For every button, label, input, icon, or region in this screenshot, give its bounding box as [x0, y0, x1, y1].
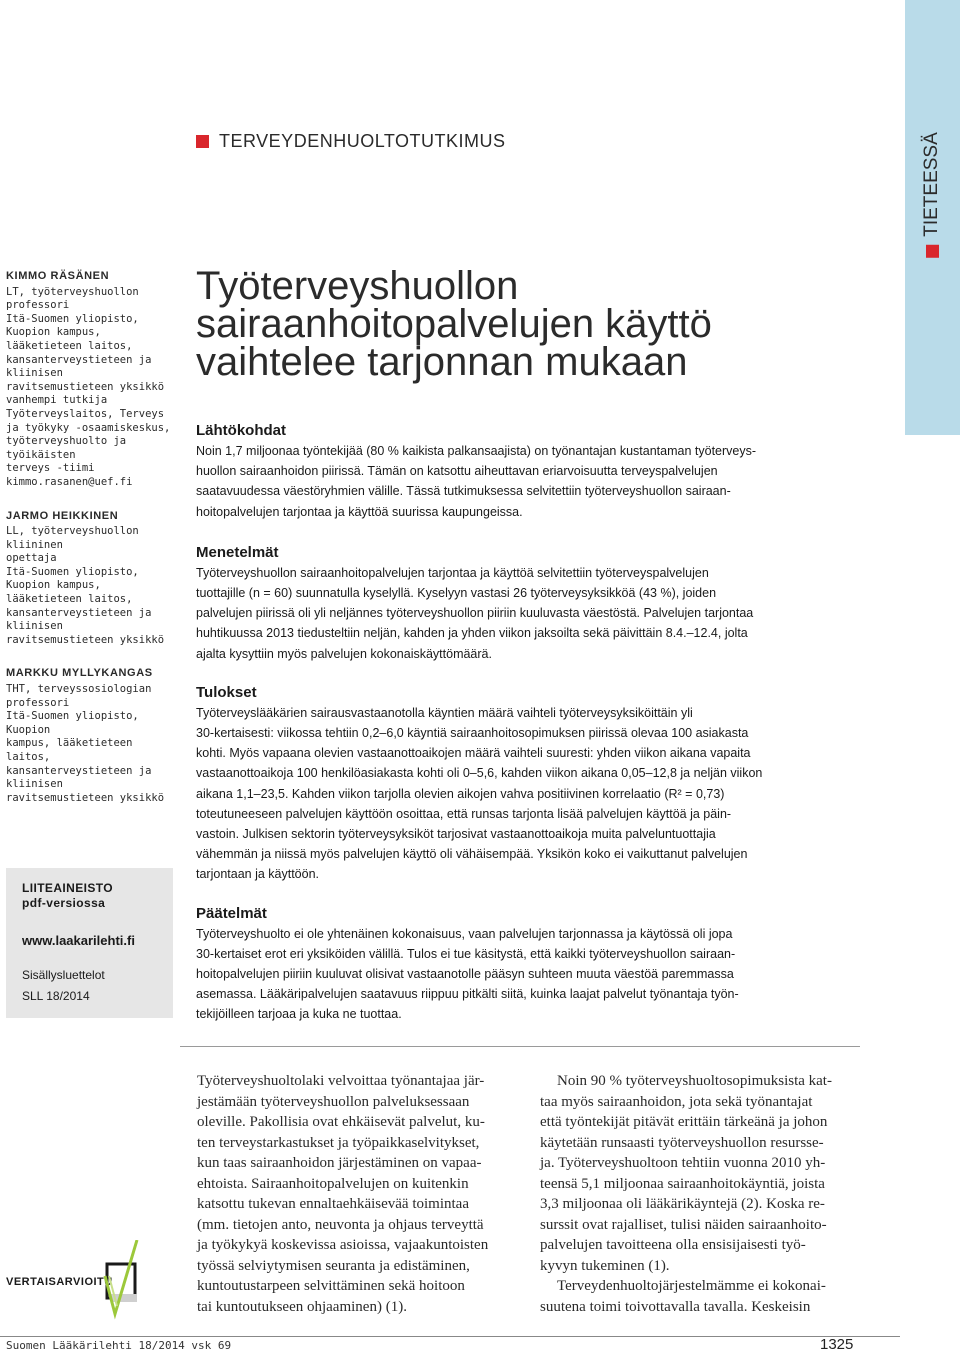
divider — [180, 1046, 860, 1047]
author-affiliation-line: ravitsemustieteen yksikkö — [6, 380, 165, 393]
author-affiliation-line: Kuopion kampus, — [6, 579, 101, 592]
supplementary-info-box — [6, 868, 173, 1018]
abstract-section-conclusions — [196, 905, 856, 1025]
side-tab-marker-icon — [926, 245, 939, 258]
abstract-line: Työterveyshuollon sairaanhoitopalvelujen tarjontaa ja käyttöä selvitettiin työterveyspalvelujen — [196, 565, 709, 580]
author-affiliation-line: Itä-Suomen yliopisto, Kuopion — [6, 710, 139, 736]
author-affiliation-line: LT, työterveyshuollon professori — [6, 285, 139, 312]
body-line: kyvyn tukeminen (1). — [540, 1257, 670, 1274]
peer-review-check-icon — [103, 1240, 143, 1324]
abstract-heading: Tulokset — [196, 683, 257, 701]
author-affiliation-line: kansanterveystieteen ja kliinisen — [6, 764, 152, 791]
author-affiliation-line: ravitsemustieteen yksikkö — [6, 791, 165, 804]
author-block — [6, 510, 176, 648]
abstract-line: tuottajille (n = 60) suunnatulla kyselyllä. Kyselyyn vastasi 26 työterveysyksikköä (43 %), joiden — [196, 586, 717, 601]
author-affiliation-line: työterveyshuolto ja työikäisten — [6, 435, 127, 461]
article-title-line: sairaanhoitopalvelujen käyttö — [196, 302, 712, 346]
page-number: 1325 — [820, 1336, 854, 1353]
body-line: Noin 90 % työterveyshuoltosopimuksista kat- — [557, 1073, 832, 1089]
abstract-line: toteutuneeseen palvelujen käyttöön osoittaa, että runsas tarjonta lisää palvelujen käyttöä ja päin- — [196, 806, 732, 821]
author-affiliation-line: lääketieteen laitos, — [6, 593, 133, 606]
author-affiliation-line: ja työkyky -osaamiskeskus, — [6, 421, 171, 434]
author-affiliation-line: vanhempi tutkija — [6, 394, 108, 407]
abstract-line: 30-kertaisesti: viikossa tehtiin 0,2–6,0 käyntiä sairaanhoitosopimuksen piirissä olevaa 100 asiakasta — [196, 726, 749, 741]
abstract-heading: Lähtökohdat — [196, 422, 286, 439]
body-line: ja. Työterveyshuoltoon tehtiin vuonna 2010 yh- — [540, 1155, 826, 1171]
article-title-line: Työterveyshuollon — [196, 264, 519, 308]
abstract-line: 30-kertaiset erot eri yksiköiden välillä. Tulos ei tue käsitystä, että kaikki työterveyshuollon sairaan- — [196, 946, 736, 961]
abstract-paragraph — [196, 441, 856, 522]
abstract-line: kohti. Myös vapaana olevien vastaanottoaikojen määrä vaihteli suuresti: yhden viikon aikana vapaita — [196, 746, 751, 761]
author-name: KIMMO RÄSÄNEN — [6, 270, 110, 282]
author-name: MARKKU MYLLYKANGAS — [6, 667, 153, 680]
body-line: katsottu tukevan ennaltaehkäisevää toimintaa — [197, 1196, 469, 1212]
author-block — [6, 270, 176, 490]
abstract-paragraph — [196, 563, 856, 664]
body-line: tai kuntoutukseen ohjaaminen) (1). — [197, 1298, 407, 1315]
author-affiliation-line: Itä-Suomen yliopisto, — [6, 312, 139, 325]
abstract-line: huhtikuussa 2013 tiedusteltiin neljän, kahden ja yhden viikon jaksoilta sekä päivittäin 8.4.–12.4, jolta — [196, 626, 748, 641]
abstract-line: tarjontaan ja käyttöön. — [196, 867, 319, 882]
body-line: työssä selviytymisen seuranta ja edistäminen, — [197, 1257, 470, 1274]
author-affiliation-line: kansanterveystieteen ja kliinisen — [6, 353, 152, 380]
author-affiliation-line: ravitsemustieteen yksikkö — [6, 633, 165, 646]
issue-label: SLL 18/2014 — [22, 989, 90, 1003]
author-list — [6, 270, 176, 819]
article-title-line: vaihtelee tarjonnan mukaan — [196, 340, 688, 384]
body-line: palvelujen tavoitteena olla ensisijaisesti työ- — [540, 1237, 806, 1253]
abstract-line: hoitopalvelujen piiriin kuuluvat olisivat vastaanotolle pääsyn suhteen muuta väestöä paremmassa — [196, 967, 734, 982]
body-line: teensä 5,1 miljoonaa sairaanhoitokäyntiä, joista — [540, 1175, 825, 1192]
body-line: 3,3 miljoonaa oli lääkärikäyntejä (2). Koska re- — [540, 1196, 825, 1212]
body-line: suutena toimi toivottavalla tavalla. Keskeisin — [540, 1298, 811, 1315]
footer-rule — [0, 1336, 900, 1337]
author-email-link[interactable]: kimmo.rasanen@uef.fi — [6, 475, 133, 488]
body-line: kuntoutustarpeen selvittäminen sekä hoitoon — [197, 1278, 465, 1294]
journal-website-link[interactable]: www.laakarilehti.fi — [22, 933, 135, 948]
body-line: (mm. tietojen anto, neuvonta ja ohjaus terveyttä — [197, 1216, 484, 1233]
author-affiliation-line: terveys -tiimi — [6, 462, 95, 475]
author-affiliation-line: kampus, lääketieteen laitos, — [6, 737, 133, 763]
body-line: jestämään työterveyshuollon palveluksessaan — [197, 1093, 470, 1110]
body-line: että työntekijät pitävät erittäin tärkeänä ja johon — [540, 1114, 828, 1130]
author-affiliation-line: kansanterveystieteen ja kliinisen — [6, 606, 152, 633]
supplement-sublabel: pdf-versiossa — [22, 896, 106, 910]
body-column-left — [197, 1071, 527, 1317]
section-heading — [196, 131, 506, 152]
side-tab — [905, 0, 960, 435]
section-marker-icon — [196, 135, 209, 148]
peer-review-label: VERTAISARVIOITU — [6, 1276, 113, 1288]
abstract-section-methods — [196, 544, 856, 664]
abstract-paragraph — [196, 703, 856, 885]
abstract-line: Työterveyshuolto ei ole yhtenäinen kokonaisuus, vaan palvelujen tarjonnassa ja käytössä oli jopa — [196, 926, 733, 941]
supplement-label: LIITEAINEISTO — [22, 881, 113, 895]
abstract-line: Noin 1,7 miljoonaa työntekijää (80 % kaikista palkansaajista) on työnantajan kustantaman työterveys- — [196, 444, 757, 458]
body-line: Terveydenhuoltojärjestelmämme ei kokonai- — [557, 1278, 826, 1294]
abstract — [196, 422, 856, 1025]
body-line: Työterveyshuoltolaki velvoittaa työnantajaa jär- — [197, 1073, 485, 1089]
footer-journal-info: Suomen Lääkärilehti 18/2014 vsk 69 — [6, 1339, 232, 1352]
body-line: taa myös sairaanhoidon, jota sekä työnantajat — [540, 1093, 813, 1110]
author-affiliation-line: Kuopion kampus, — [6, 326, 101, 339]
section-heading-text: TERVEYDENHUOLTOTUTKIMUS — [219, 131, 506, 151]
body-line: ehtoista. Sairaanhoitopalvelujen on kuitenkin — [197, 1175, 469, 1192]
side-tab-label: TIETEESSÄ — [921, 132, 942, 237]
body-line: kun taas sairaanhoidon järjestäminen on vapaa- — [197, 1155, 482, 1171]
author-affiliation-line: opettaja — [6, 552, 57, 565]
author-affiliation-line: lääketieteen laitos, — [6, 339, 133, 352]
author-block — [6, 667, 176, 805]
abstract-line: vähemmän ja niissä myös palvelujen käyttö oli vähäisempää. Yksikön koko ei vaikuttanut palvelujen — [196, 847, 748, 862]
body-line: surssit ovat rajalliset, tulisi näiden sairaanhoito- — [540, 1216, 827, 1233]
abstract-line: vastaanottoaikoja 100 henkilöasiakasta kohti oli 0–5,6, kahden viikon aikana 0,05–12,8 ja neljän viikon — [196, 766, 763, 781]
abstract-line: huollon sairaanhoidon piirissä. Tämän on katsottu aiheuttavan eriarvoisuutta terveyspalvelujen — [196, 464, 718, 479]
abstract-section-results — [196, 684, 856, 885]
abstract-line: asemassa. Lääkäripalvelujen saatavuus riippuu pitkälti siitä, kuinka laajat palvelut työnantaja työn- — [196, 987, 739, 1002]
abstract-line: vastoin. Julkisen sektorin työterveysyksiköt tarjosivat vastaanottoaikoja muita palveluntuottajia — [196, 827, 716, 842]
author-affiliation-line: Työterveyslaitos, Terveys — [6, 407, 165, 420]
abstract-line: ajalta kysyttiin myös palvelujen kokonaiskäyttömäärä. — [196, 646, 492, 661]
abstract-line: hoitopalvelujen tarjontaa ja käyttöä suurissa kaupungeissa. — [196, 504, 523, 519]
abstract-line: aikana 1,1–23,5. Kahden viikon tarjolla olevien aikojen vahva positiivinen korrelaatio (R² = 0,73) — [196, 786, 725, 801]
author-name: JARMO HEIKKINEN — [6, 509, 119, 522]
body-line: ja työkykyä koskevissa asioissa, vajaakuntoisten — [197, 1237, 489, 1253]
abstract-line: saatavuudessa väestöryhmien välille. Tässä tutkimuksessa selvitettiin työterveyshuollon sairaan- — [196, 484, 731, 499]
article-title — [196, 264, 896, 384]
author-affiliation-line: LL, työterveyshuollon kliininen — [6, 525, 139, 551]
abstract-paragraph — [196, 924, 856, 1025]
abstract-line: palvelujen piirissä oli yli neljännes työterveyshuollon piiriin kuuluvasta väestöstä. Palvelujen tarjontaa — [196, 606, 754, 621]
body-line: käytetään runsaasti työterveyshuollon resursse- — [540, 1134, 824, 1151]
body-line: ten terveystarkastukset ja työpaikkaselvitykset, — [197, 1134, 480, 1151]
abstract-heading: Menetelmät — [196, 543, 279, 561]
author-affiliation-line: Itä-Suomen yliopisto, — [6, 565, 139, 578]
abstract-section-background — [196, 422, 856, 522]
abstract-heading: Päätelmät — [196, 904, 267, 922]
abstract-line: Työterveyslääkärien sairausvastaanotolla käyntien määrä vaihteli työterveysyksiköittäin yli — [196, 705, 693, 720]
abstract-line: tekijöilleen tarjoaa ja kuka ne tuottaa. — [196, 1007, 402, 1022]
body-column-right — [540, 1071, 870, 1317]
contents-label: Sisällysluettelot — [22, 968, 105, 982]
author-affiliation-line: THT, terveyssosiologian professori — [6, 683, 152, 709]
body-line: oleville. Pakollisia ovat ehkäisevät palvelut, ku- — [197, 1114, 485, 1130]
